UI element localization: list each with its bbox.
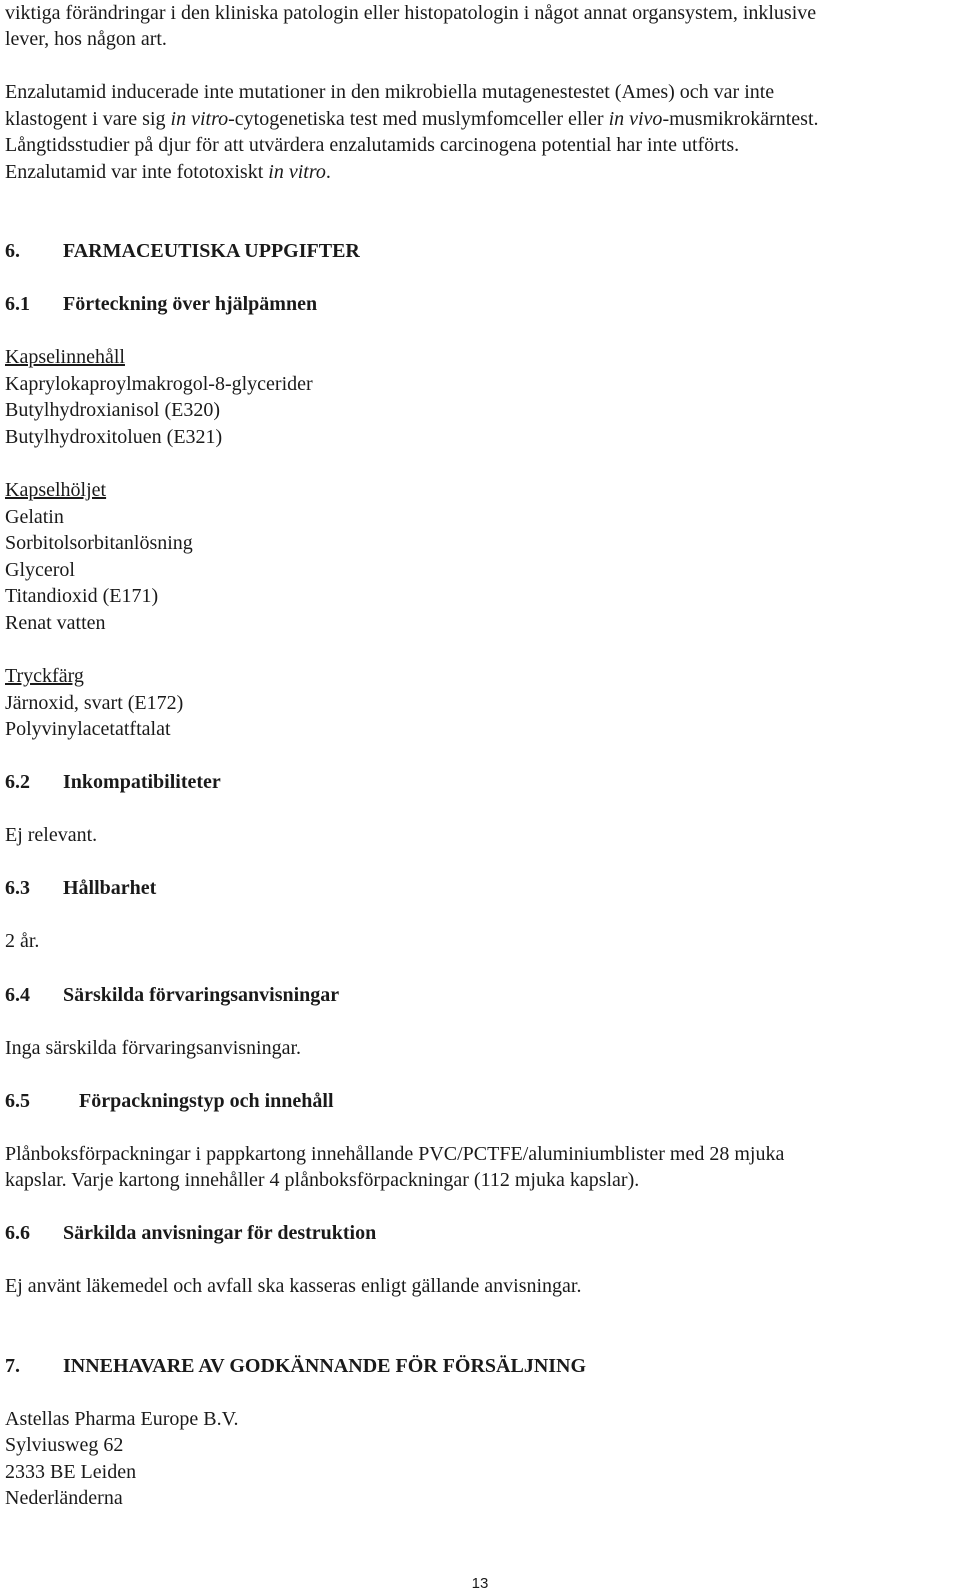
subsection-heading [5, 1220, 376, 1247]
section-body: Inga särskilda förvaringsanvisningar. [5, 1037, 302, 1059]
section-title: Hållbarhet [63, 877, 157, 899]
section-title: FARMACEUTISKA UPPGIFTER [63, 240, 360, 262]
section-number: 6.2 [5, 771, 30, 793]
list-item: Sorbitolsorbitanlösning [5, 532, 193, 554]
list-item: Titandioxid (E171) [5, 585, 159, 607]
address-line: 2333 BE Leiden [5, 1461, 137, 1483]
section-title: INNEHAVARE AV GODKÄNNANDE FÖR FÖRSÄLJNING [63, 1355, 587, 1377]
address-line: Astellas Pharma Europe B.V. [5, 1408, 239, 1430]
text-span: -cytogenetiska test med muslymfomceller eller [228, 108, 609, 130]
text-span: Enzalutamid var inte fototoxiskt [5, 161, 269, 183]
section-title: Särskilda förvaringsanvisningar [63, 984, 340, 1006]
text-span: klastogent i vare sig [5, 108, 171, 130]
section-body: 2 år. [5, 930, 40, 952]
list-item: Kaprylokaproylmakrogol-8-glycerider [5, 373, 313, 395]
list-item: Glycerol [5, 559, 75, 581]
paragraph-line: lever, hos någon art. [5, 28, 167, 50]
text-span: -musmikrokärntest. [662, 108, 819, 130]
group-heading: Tryckfärg [5, 665, 84, 687]
subsection-heading [5, 769, 221, 796]
subsection-heading [5, 982, 339, 1009]
subsection-heading [5, 875, 156, 902]
list-item: Butylhydroxianisol (E320) [5, 399, 220, 421]
text-span: . [325, 161, 331, 183]
section-title: Inkompatibiliteter [63, 771, 221, 793]
list-item: Polyvinylacetatftalat [5, 718, 171, 740]
group-heading: Kapselinnehåll [5, 346, 125, 368]
list-item: Gelatin [5, 506, 64, 528]
section-number: 6.5 [5, 1090, 30, 1112]
paragraph-line: Enzalutamid inducerade inte mutationer in den mikrobiella mutagenestestet (Ames) och var inte [5, 81, 775, 103]
address-line: Nederländerna [5, 1487, 123, 1509]
paragraph-line [5, 159, 331, 186]
address-line: Sylviusweg 62 [5, 1434, 124, 1456]
paragraph-line: Plånboksförpackningar i pappkartong innehållande PVC/PCTFE/aluminiumblister med 28 mjuka [5, 1143, 785, 1165]
section-title: Särkilda anvisningar för destruktion [63, 1222, 377, 1244]
section-number: 6. [5, 240, 20, 262]
subsection-heading [5, 291, 317, 318]
section-body: Ej använt läkemedel och avfall ska kasseras enligt gällande anvisningar. [5, 1275, 582, 1297]
list-item: Järnoxid, svart (E172) [5, 692, 184, 714]
list-item: Renat vatten [5, 612, 106, 634]
italic-term: in vitro [268, 161, 326, 183]
section-number: 6.6 [5, 1222, 30, 1244]
section-body: Ej relevant. [5, 824, 98, 846]
page-number: 13 [471, 1575, 489, 1592]
paragraph-line: Långtidsstudier på djur för att utvärdera enzalutamids carcinogena potential har inte utförts. [5, 134, 740, 156]
italic-term: in vitro [170, 108, 229, 130]
paragraph-line: viktiga förändringar i den kliniska patologin eller histopatologin i något annat organsystem, inklusive [5, 2, 817, 24]
section-number: 7. [5, 1355, 20, 1377]
paragraph-line [5, 106, 819, 133]
group-heading: Kapselhöljet [5, 479, 107, 501]
section-number: 6.1 [5, 293, 30, 315]
subsection-heading [5, 1088, 334, 1115]
section-heading [5, 1353, 586, 1380]
paragraph-line: kapslar. Varje kartong innehåller 4 plånboksförpackningar (112 mjuka kapslar). [5, 1169, 640, 1191]
section-number: 6.4 [5, 984, 30, 1006]
italic-term: in vivo [608, 108, 663, 130]
section-title: Förteckning över hjälpämnen [63, 293, 318, 315]
section-number: 6.3 [5, 877, 30, 899]
list-item: Butylhydroxitoluen (E321) [5, 426, 223, 448]
section-heading [5, 238, 360, 265]
section-title: Förpackningstyp och innehåll [79, 1090, 334, 1112]
